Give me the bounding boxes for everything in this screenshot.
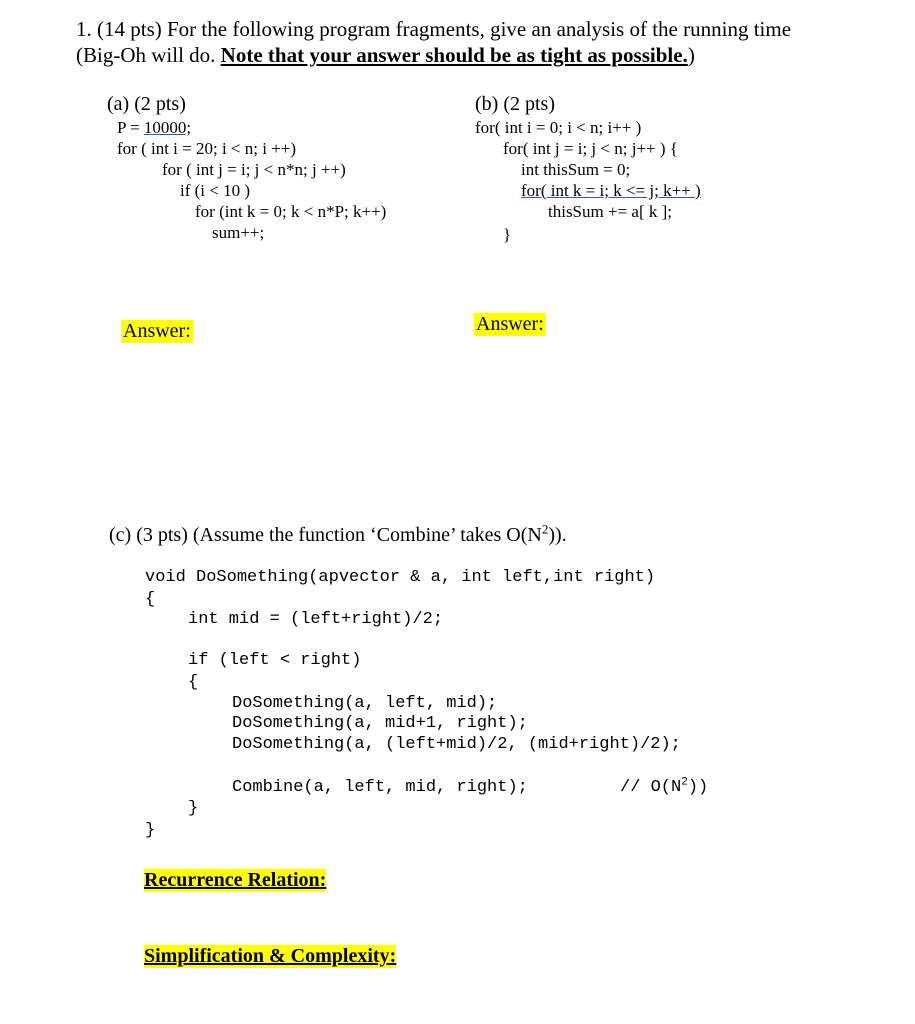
question-line-2-post: ) bbox=[687, 43, 695, 67]
part-b-code-line-5: thisSum += a[ k ]; bbox=[548, 202, 673, 221]
question-line-2-pre: (Big-Oh will do. bbox=[76, 43, 221, 67]
part-c-code-line-6: DoSomething(a, left, mid); bbox=[232, 694, 498, 713]
part-c-heading-end: )). bbox=[548, 524, 567, 546]
part-c-heading-sup: 2 bbox=[541, 521, 549, 537]
part-c-heading bbox=[109, 521, 567, 547]
part-b-code-line-4: for( int k = i; k <= j; k++ ) bbox=[521, 181, 701, 200]
part-a-code-line-4: if (i < 10 ) bbox=[180, 181, 251, 200]
recurrence-relation-label: Recurrence Relation: bbox=[144, 869, 327, 891]
part-a-heading: (a) (2 pts) bbox=[107, 93, 186, 115]
part-a-code-line-1: P = 10000; bbox=[117, 118, 192, 137]
part-c-comment-end: )) bbox=[687, 778, 709, 797]
part-a-code-line-3: for ( int j = i; j < n*n; j ++) bbox=[162, 160, 346, 179]
part-c-code-line-8: DoSomething(a, (left+mid)/2, (mid+right)/2); bbox=[232, 735, 681, 754]
part-c-heading-pre: (c) (3 pts) bbox=[109, 524, 193, 546]
part-a-code-line-5: for (int k = 0; k < n*P; k++) bbox=[195, 202, 387, 221]
part-c-code-line-11: } bbox=[145, 821, 156, 840]
part-b-code-line-2: for( int j = i; j < n; j++ ) { bbox=[503, 139, 678, 158]
part-b-code-line-1: for( int i = 0; i < n; i++ ) bbox=[475, 118, 642, 137]
part-c-code-line-2: { bbox=[145, 590, 156, 609]
part-c-code-line-1: void DoSomething(apvector & a, int left,int right) bbox=[145, 568, 656, 587]
part-c-code-line-5: { bbox=[188, 673, 199, 692]
part-a-code-line-6: sum++; bbox=[212, 223, 265, 242]
part-c-code-line-9: Combine(a, left, mid, right); bbox=[232, 778, 528, 797]
part-a-p-value: 10000; bbox=[143, 118, 192, 137]
part-c-code-line-10: } bbox=[188, 799, 199, 818]
part-b-code-line-3: int thisSum = 0; bbox=[521, 160, 631, 179]
part-c-complexity-comment bbox=[620, 778, 708, 797]
question-line-2 bbox=[76, 42, 695, 68]
part-c-code-line-7: DoSomething(a, mid+1, right); bbox=[232, 714, 528, 733]
part-a-code-line-2: for ( int i = 20; i < n; i ++) bbox=[117, 139, 297, 158]
question-emphasis: Note that your answer should be as tight as possible. bbox=[220, 43, 688, 67]
part-b-answer-label: Answer: bbox=[476, 313, 544, 335]
part-c-code-line-4: if (left < right) bbox=[188, 651, 362, 670]
part-b-code-line-6: } bbox=[503, 225, 512, 244]
part-c-comment-sup: 2 bbox=[681, 776, 688, 789]
part-c-comment-pre: // O(N bbox=[620, 778, 682, 797]
part-b-heading: (b) (2 pts) bbox=[475, 93, 555, 115]
part-a-answer-label: Answer: bbox=[123, 320, 191, 342]
part-c-code-line-3: int mid = (left+right)/2; bbox=[188, 610, 444, 629]
question-line-1: 1. (14 pts) For the following program fragments, give an analysis of the running time bbox=[76, 17, 792, 41]
part-c-heading-post: (Assume the function ‘Combine’ takes O(N bbox=[192, 524, 542, 546]
simplification-complexity-label: Simplification & Complexity: bbox=[144, 945, 397, 967]
